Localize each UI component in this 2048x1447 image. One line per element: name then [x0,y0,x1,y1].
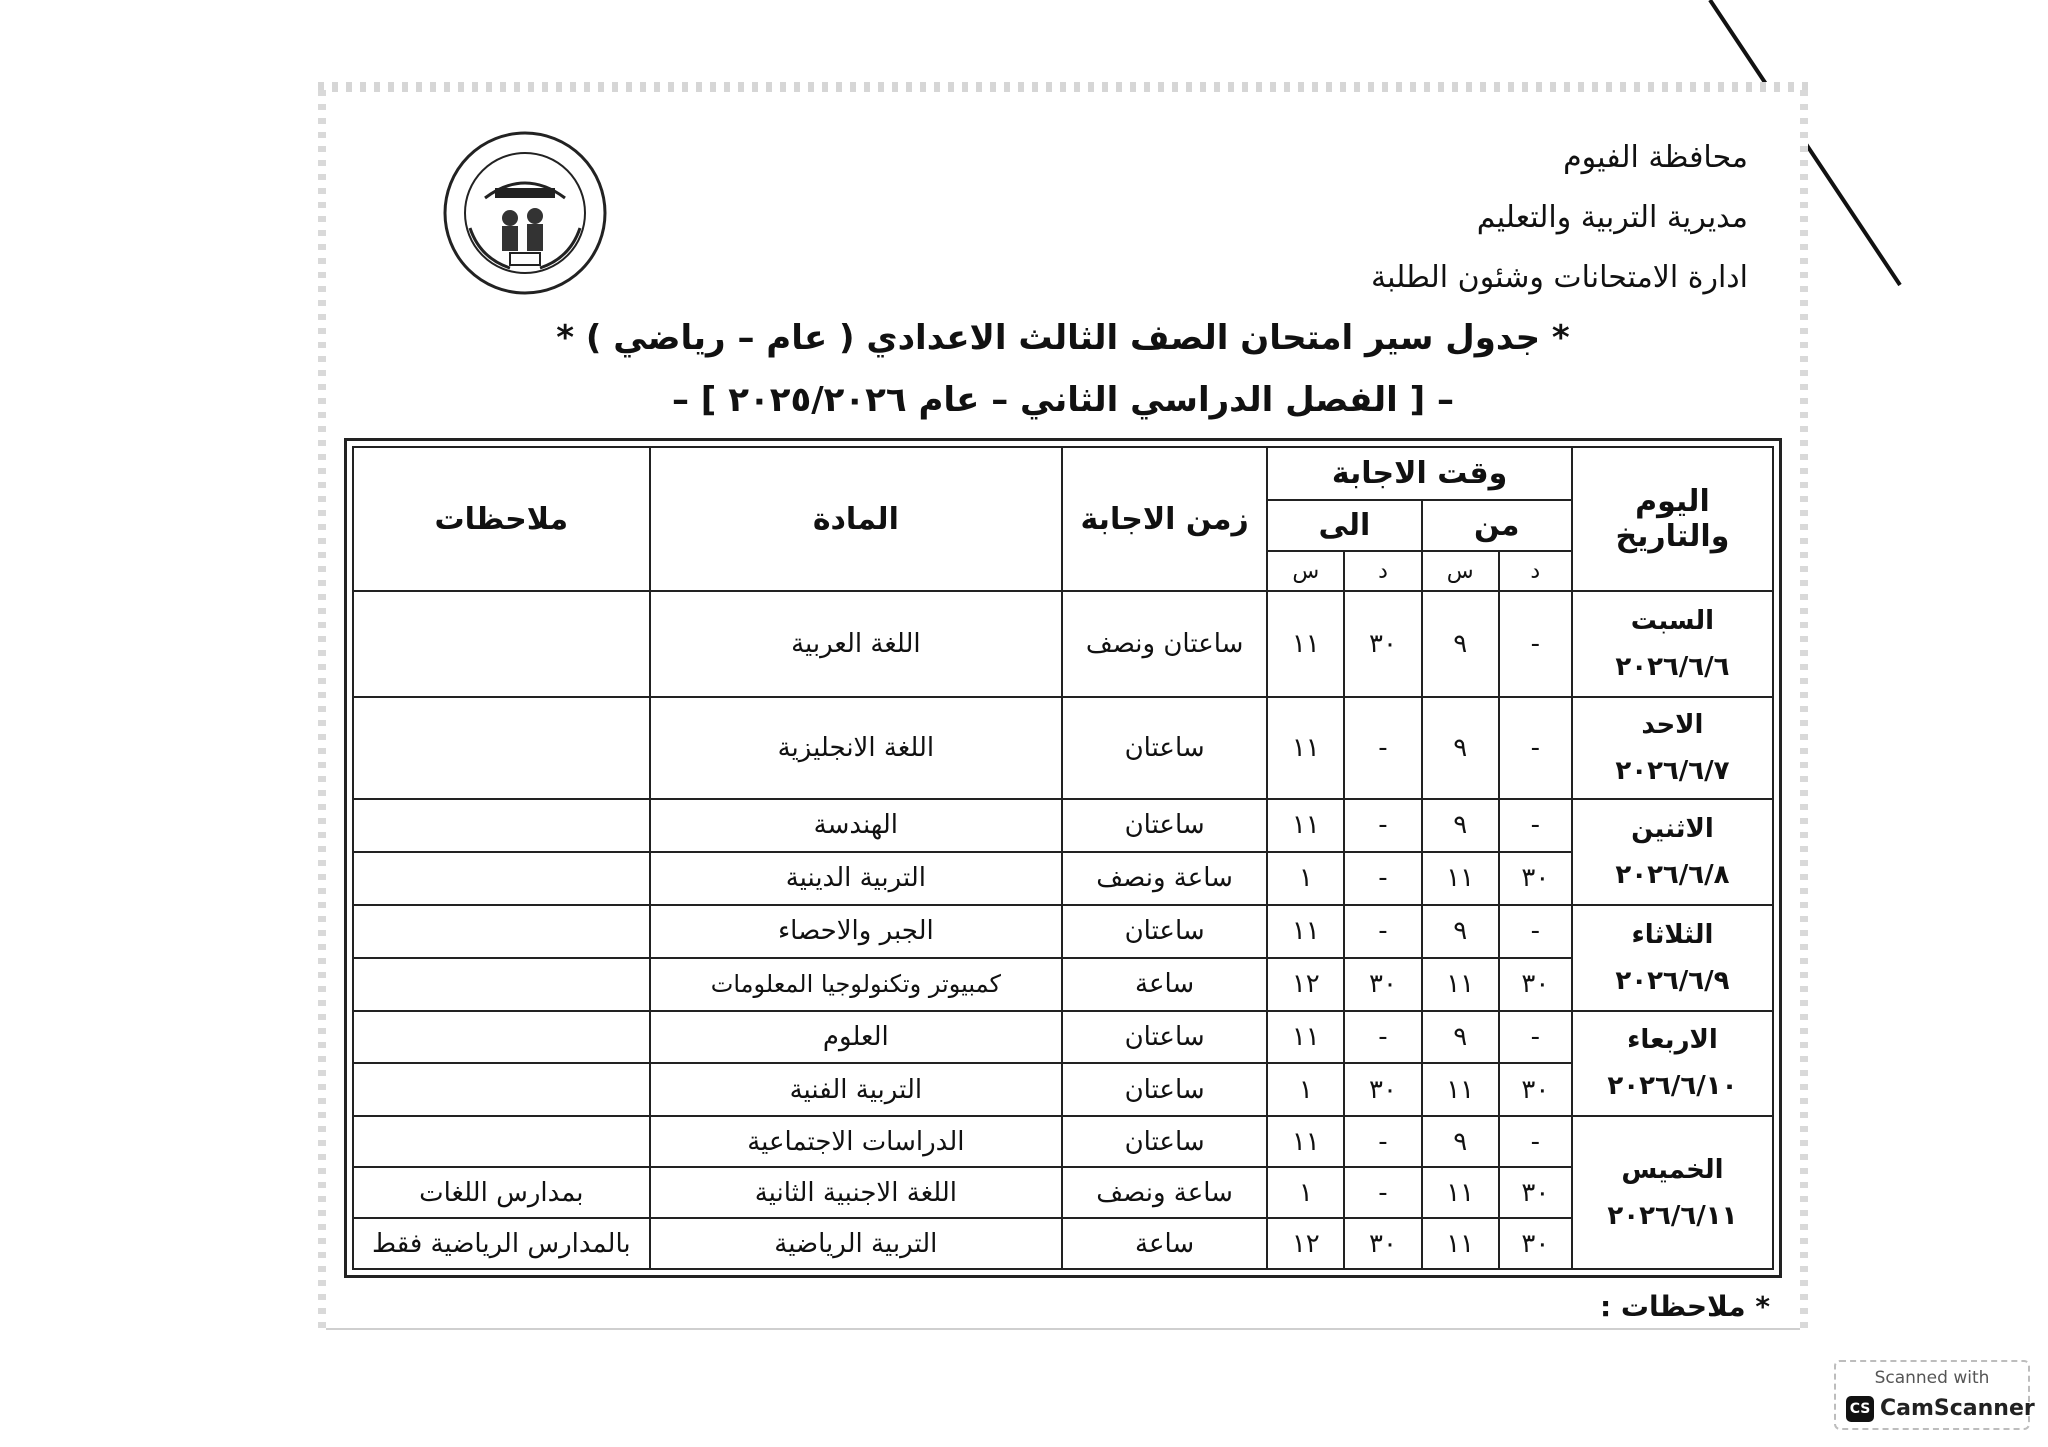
from-hours: ١١ [1422,1218,1499,1269]
day-date-cell [1572,799,1773,905]
day-date-cell [1572,1116,1773,1269]
subject: التربية الفنية [650,1063,1062,1116]
header-from-hours: س [1422,551,1499,592]
to-hours: ١١ [1267,905,1344,958]
from-minutes: - [1499,905,1572,958]
duration: ساعتان [1062,905,1267,958]
table-row [353,852,1773,905]
subject: اللغة الانجليزية [650,697,1062,799]
from-minutes: - [1499,591,1572,697]
to-hours: ١١ [1267,1116,1344,1167]
to-hours: ١٢ [1267,1218,1344,1269]
from-hours: ١١ [1422,958,1499,1011]
duration: ساعة [1062,1218,1267,1269]
from-minutes: - [1499,1116,1572,1167]
from-minutes: - [1499,697,1572,799]
duration: ساعتان [1062,1063,1267,1116]
to-minutes: - [1344,799,1421,852]
page-perforation-top [318,82,1808,92]
subject: اللغة الاجنبية الثانية [650,1167,1062,1218]
subject: الهندسة [650,799,1062,852]
duration: ساعتان ونصف [1062,591,1267,697]
table-row [353,1116,1773,1167]
from-hours: ٩ [1422,1116,1499,1167]
directorate-line: مديرية التربية والتعليم [1476,200,1748,235]
duration: ساعتان [1062,1116,1267,1167]
notes-footer-label: * ملاحظات : [1599,1290,1770,1323]
exam-date: ٢٠٢٦/٦/٦ [1615,652,1730,683]
governorate-line: محافظة الفيوم [1563,140,1748,175]
header-subject: المادة [650,447,1062,591]
table-row [353,591,1773,697]
day-name: السبت [1630,606,1715,637]
header-notes: ملاحظات [353,447,650,591]
exam-date: ٢٠٢٦/٦/٧ [1615,756,1730,787]
exam-schedule-table [352,446,1774,1270]
subject: اللغة العربية [650,591,1062,697]
table-row [353,697,1773,799]
to-minutes: ٣٠ [1344,591,1421,697]
notes [353,852,650,905]
header-from-minutes: د [1499,551,1572,592]
from-minutes: ٣٠ [1499,852,1572,905]
header-answer-time: وقت الاجابة [1267,447,1572,500]
camscanner-logo-icon: CS [1846,1396,1874,1422]
duration: ساعة [1062,958,1267,1011]
to-minutes: - [1344,1011,1421,1064]
to-hours: ١١ [1267,697,1344,799]
from-hours: ٩ [1422,591,1499,697]
header-to-minutes: د [1344,551,1421,592]
notes: بمدارس اللغات [353,1167,650,1218]
exam-date: ٢٠٢٦/٦/٩ [1615,965,1730,996]
issuer-header [1371,128,1748,308]
notes [353,1011,650,1064]
exam-date: ٢٠٢٦/٦/٨ [1615,859,1730,890]
notes [353,697,650,799]
day-name: الاثنين [1631,813,1714,844]
camscanner-watermark [1834,1360,2035,1430]
notes: بالمدارس الرياضية فقط [353,1218,650,1269]
from-hours: ١١ [1422,1167,1499,1218]
to-hours: ١ [1267,852,1344,905]
to-hours: ١١ [1267,591,1344,697]
from-minutes: - [1499,799,1572,852]
header-from: من [1422,500,1572,551]
page-perforation-left [318,90,326,1330]
from-minutes: - [1499,1011,1572,1064]
day-name: الاربعاء [1627,1025,1718,1056]
to-minutes: - [1344,905,1421,958]
directorate-seal-logo [440,128,610,298]
document-subtitle: – [ الفصل الدراسي الثاني – عام ٢٠٢٥/٢٠٢٦ ] – [671,380,1455,420]
to-hours: ١١ [1267,1011,1344,1064]
header-day-date: اليوم والتاريخ [1572,447,1773,591]
exam-date: ٢٠٢٦/٦/١١ [1607,1200,1738,1231]
watermark-brand: CamScanner [1880,1396,2035,1421]
from-hours: ٩ [1422,905,1499,958]
notes [353,905,650,958]
from-minutes: ٣٠ [1499,958,1572,1011]
to-minutes: - [1344,852,1421,905]
to-minutes: - [1344,1116,1421,1167]
to-hours: ١١ [1267,799,1344,852]
day-date-cell [1572,905,1773,1011]
to-minutes: - [1344,697,1421,799]
page-perforation-right [1800,90,1808,1330]
duration: ساعتان [1062,799,1267,852]
notes [353,958,650,1011]
table-row [353,1167,1773,1218]
watermark-caption: Scanned with [1874,1368,1990,1388]
department-line: ادارة الامتحانات وشئون الطلبة [1370,260,1748,295]
exam-date: ٢٠٢٦/٦/١٠ [1607,1071,1738,1102]
to-minutes: ٣٠ [1344,958,1421,1011]
table-row [353,905,1773,958]
from-hours: ٩ [1422,1011,1499,1064]
header-to: الى [1267,500,1421,551]
day-date-cell [1572,591,1773,697]
from-hours: ٩ [1422,799,1499,852]
table-row [353,1063,1773,1116]
subject: كمبيوتر وتكنولوجيا المعلومات [650,958,1062,1011]
day-date-cell [1572,697,1773,799]
day-name: الثلاثاء [1631,919,1714,950]
notes [353,591,650,697]
day-date-cell [1572,1011,1773,1117]
table-row [353,799,1773,852]
to-hours: ١٢ [1267,958,1344,1011]
duration: ساعتان [1062,1011,1267,1064]
table-row [353,958,1773,1011]
from-hours: ١١ [1422,1063,1499,1116]
from-minutes: ٣٠ [1499,1167,1572,1218]
subject: التربية الرياضية [650,1218,1062,1269]
day-name: الاحد [1641,710,1704,741]
duration: ساعة ونصف [1062,1167,1267,1218]
to-minutes: ٣٠ [1344,1063,1421,1116]
document-title: * جدول سير امتحان الصف الثالث الاعدادي ( عام – رياضي ) * [556,318,1570,358]
day-name: الخميس [1621,1154,1724,1185]
to-minutes: - [1344,1167,1421,1218]
table-row [353,1011,1773,1064]
to-minutes: ٣٠ [1344,1218,1421,1269]
to-hours: ١ [1267,1063,1344,1116]
duration: ساعتان [1062,697,1267,799]
notes [353,799,650,852]
from-hours: ٩ [1422,697,1499,799]
from-minutes: ٣٠ [1499,1218,1572,1269]
table-row [353,1218,1773,1269]
to-hours: ١ [1267,1167,1344,1218]
subject: الدراسات الاجتماعية [650,1116,1062,1167]
subject: التربية الدينية [650,852,1062,905]
duration: ساعة ونصف [1062,852,1267,905]
notes [353,1116,650,1167]
header-duration: زمن الاجابة [1062,447,1267,591]
subject: العلوم [650,1011,1062,1064]
from-minutes: ٣٠ [1499,1063,1572,1116]
subject: الجبر والاحصاء [650,905,1062,958]
notes [353,1063,650,1116]
from-hours: ١١ [1422,852,1499,905]
header-to-hours: س [1267,551,1344,592]
